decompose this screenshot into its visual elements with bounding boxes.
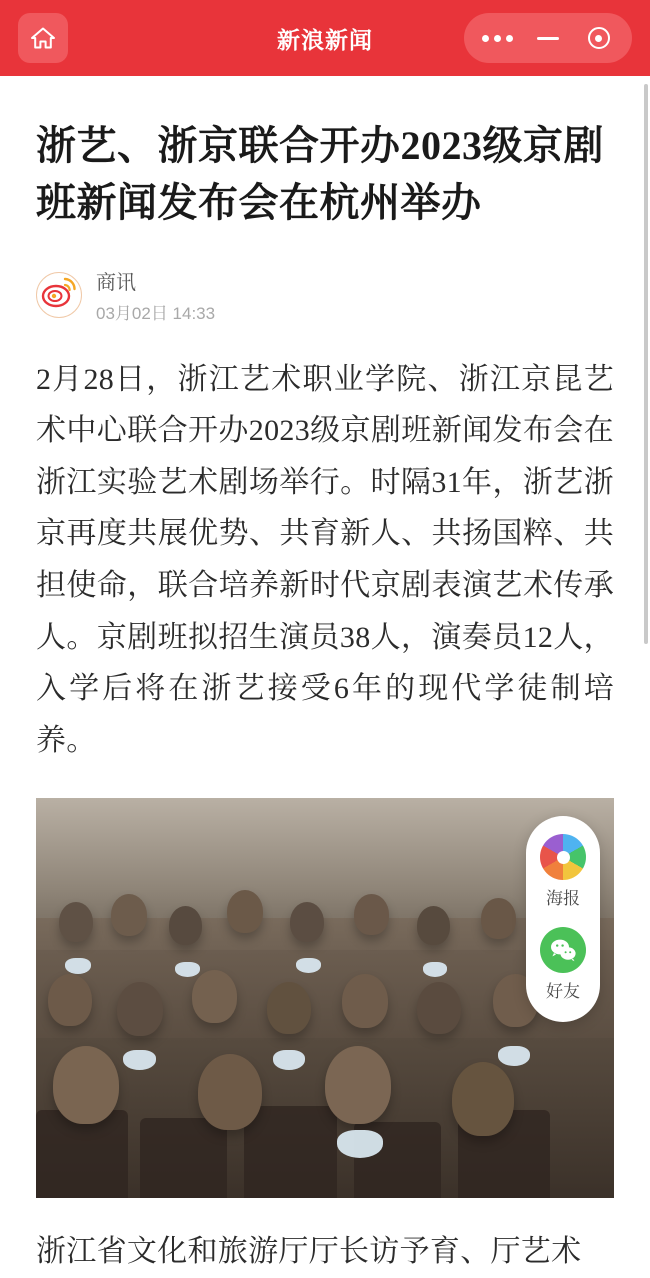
more-button[interactable] (474, 13, 520, 63)
share-poster-label: 海报 (546, 889, 580, 909)
share-friend-label: 好友 (546, 982, 580, 1002)
article-body (0, 76, 650, 1269)
vertical-scrollbar[interactable] (644, 84, 648, 644)
capsule-close-button[interactable] (576, 13, 622, 63)
share-friend-button[interactable] (540, 921, 586, 1008)
minimize-button[interactable] (525, 13, 571, 63)
publish-date: 03月02日 14:33 (96, 303, 216, 323)
share-panel (526, 816, 600, 1022)
article-paragraph-2: 浙江省文化和旅游厅厅长访予育、厅艺术 (36, 1235, 582, 1269)
avatar[interactable] (36, 272, 82, 318)
article-image[interactable] (36, 798, 614, 1198)
article-paragraph-1: 2月28日，浙江艺术职业学院、浙江京昆艺术中心联合开办2023级京剧班新闻发布会在浙江实验艺术剧场举行。时隔31年，浙艺浙京再度共展优势、共育新人、共扬国粹、共担使命，联合培养新时代京剧表演艺术传承人。京剧班拟招生演员38人，演奏员12人，入学后将在浙艺接受6年的现代学徒制培养。 (36, 362, 614, 757)
home-icon (30, 25, 56, 51)
poster-color-wheel-icon (540, 834, 586, 880)
page-title: 浙艺、浙京联合开办2023级京剧班新闻发布会在杭州举办 (36, 123, 604, 225)
window-controls (464, 13, 632, 63)
author-name[interactable]: 商讯 (96, 271, 136, 294)
minimize-icon (537, 37, 559, 40)
window-title: 新浪新闻 (277, 26, 373, 53)
share-poster-button[interactable] (540, 828, 586, 915)
weibo-avatar-icon (39, 272, 79, 317)
more-dots-icon (482, 35, 513, 42)
target-circle-icon (588, 27, 610, 49)
titlebar (0, 0, 650, 76)
home-button[interactable] (18, 13, 68, 63)
wechat-icon (540, 927, 586, 973)
byline (36, 266, 614, 324)
